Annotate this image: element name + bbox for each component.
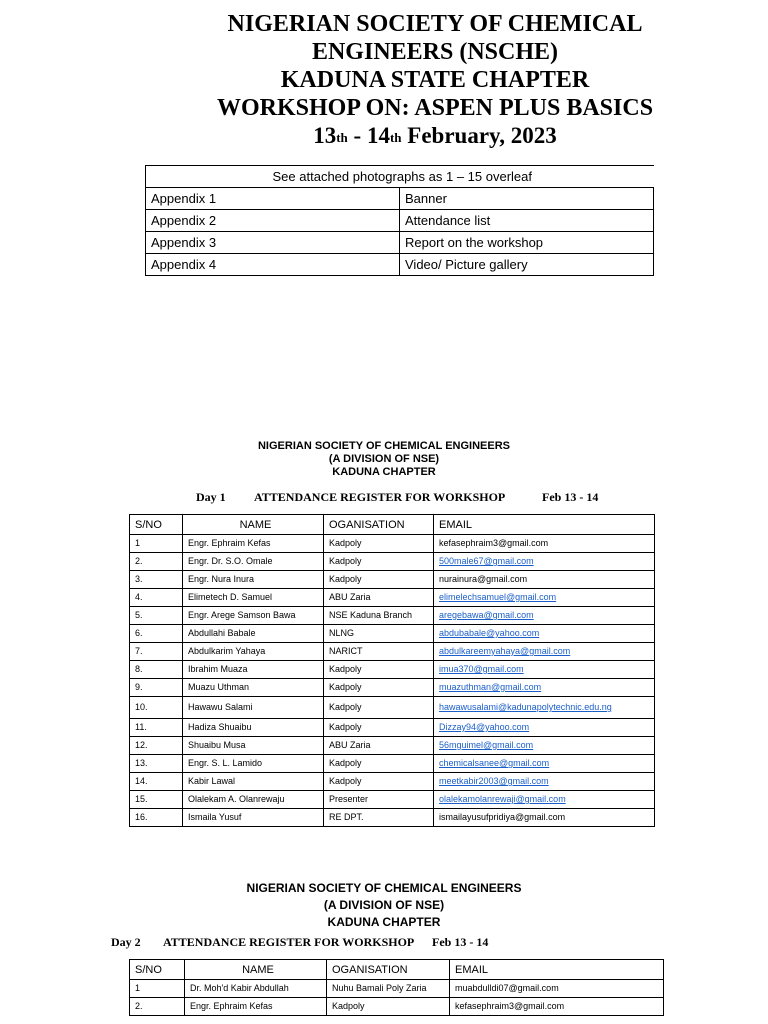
- day2-org-line-2: (A DIVISION OF NSE): [323, 898, 445, 912]
- header-line-1: NIGERIAN SOCIETY OF CHEMICAL: [227, 11, 643, 37]
- table-header-row: [130, 960, 664, 980]
- organisation-cell: Kadpoly: [324, 571, 434, 589]
- organisation-cell: Nuhu Bamali Poly Zaria: [327, 980, 450, 998]
- table-row: [130, 791, 655, 809]
- day1-dates: Feb 13 - 14: [542, 490, 599, 504]
- name-cell: Engr. Ephraim Kefas: [183, 535, 324, 553]
- table-row: [130, 697, 655, 719]
- organisation-cell: NLNG: [324, 625, 434, 643]
- organisation-cell: Kadpoly: [324, 697, 434, 719]
- col-name: NAME: [185, 960, 327, 980]
- organisation-cell: Kadpoly: [324, 773, 434, 791]
- sno-cell: 13.: [130, 755, 183, 773]
- sno-cell: 2.: [130, 553, 183, 571]
- table-row: [130, 571, 655, 589]
- sno-cell: 12.: [130, 737, 183, 755]
- name-cell: Engr. Arege Samson Bawa: [183, 607, 324, 625]
- table-row: [130, 661, 655, 679]
- header-line-3: KADUNA STATE CHAPTER: [280, 67, 590, 93]
- table-header-row: [130, 515, 655, 535]
- day2-register-title: ATTENDANCE REGISTER FOR WORKSHOP: [163, 935, 415, 949]
- email-cell[interactable]: abdubabale@yahoo.com: [434, 625, 655, 643]
- col-email: EMAIL: [434, 515, 655, 535]
- day1-attendance-table: [129, 514, 655, 827]
- organisation-cell: NSE Kaduna Branch: [324, 607, 434, 625]
- col-organisation: OGANISATION: [327, 960, 450, 980]
- col-organisation: OGANISATION: [324, 515, 434, 535]
- email-cell: kefasephraim3@gmail.com: [450, 998, 664, 1016]
- sno-cell: 10.: [130, 697, 183, 719]
- table-row: [130, 643, 655, 661]
- appendix-label: Appendix 4: [146, 254, 400, 276]
- organisation-cell: Presenter: [324, 791, 434, 809]
- appendix-label: Appendix 3: [146, 232, 400, 254]
- sno-cell: 1: [130, 535, 183, 553]
- name-cell: Engr. Ephraim Kefas: [185, 998, 327, 1016]
- day1-org-line-2: (A DIVISION OF NSE): [328, 453, 440, 465]
- appendix-value: Attendance list: [400, 210, 654, 232]
- email-cell[interactable]: olalekamolanrewaji@gmail.com: [434, 791, 655, 809]
- email-cell: kefasephraim3@gmail.com: [434, 535, 655, 553]
- email-cell[interactable]: Dizzay94@yahoo.com: [434, 719, 655, 737]
- organisation-cell: Kadpoly: [324, 755, 434, 773]
- table-row: [130, 719, 655, 737]
- day2-org-line-3: KADUNA CHAPTER: [327, 915, 441, 929]
- appendix-value: Banner: [400, 188, 654, 210]
- sno-cell: 5.: [130, 607, 183, 625]
- organisation-cell: Kadpoly: [324, 553, 434, 571]
- day2-dates: Feb 13 - 14: [432, 935, 489, 949]
- day2-label: Day 2: [111, 935, 141, 949]
- name-cell: Hawawu Salami: [183, 697, 324, 719]
- name-cell: Engr. Dr. S.O. Omale: [183, 553, 324, 571]
- sno-cell: 7.: [130, 643, 183, 661]
- col-email: EMAIL: [450, 960, 664, 980]
- name-cell: Olalekam A. Olanrewaju: [183, 791, 324, 809]
- organisation-cell: RE DPT.: [324, 809, 434, 827]
- day1-org-heading: [0, 440, 768, 479]
- sno-cell: 16.: [130, 809, 183, 827]
- table-row: [130, 737, 655, 755]
- sno-cell: 11.: [130, 719, 183, 737]
- appendix-label: Appendix 2: [146, 210, 400, 232]
- appendix-row: [146, 210, 654, 232]
- sno-cell: 4.: [130, 589, 183, 607]
- appendix-value: Report on the workshop: [400, 232, 654, 254]
- name-cell: Engr. S. L. Lamido: [183, 755, 324, 773]
- organisation-cell: Kadpoly: [324, 679, 434, 697]
- appendix-row: [146, 188, 654, 210]
- appendix-row: [146, 254, 654, 276]
- email-cell[interactable]: 500male67@gmail.com: [434, 553, 655, 571]
- appendix-note-row: [146, 166, 654, 188]
- day1-org-line-3: KADUNA CHAPTER: [332, 466, 436, 478]
- name-cell: Engr. Nura Inura: [183, 571, 324, 589]
- table-row: [130, 625, 655, 643]
- organisation-cell: NARICT: [324, 643, 434, 661]
- table-row: [130, 535, 655, 553]
- email-cell: nurainura@gmail.com: [434, 571, 655, 589]
- sno-cell: 8.: [130, 661, 183, 679]
- name-cell: Elimetech D. Samuel: [183, 589, 324, 607]
- email-cell[interactable]: aregebawa@gmail.com: [434, 607, 655, 625]
- sno-cell: 1: [130, 980, 185, 998]
- header-line-2: ENGINEERS (NSCHE): [311, 39, 559, 65]
- appendix-table: [145, 165, 654, 276]
- email-cell[interactable]: 56mguimel@gmail.com: [434, 737, 655, 755]
- name-cell: Muazu Uthman: [183, 679, 324, 697]
- sno-cell: 3.: [130, 571, 183, 589]
- name-cell: Kabir Lawal: [183, 773, 324, 791]
- organisation-cell: ABU Zaria: [324, 589, 434, 607]
- appendix-label: Appendix 1: [146, 188, 400, 210]
- email-cell[interactable]: abdulkareemyahaya@gmail.com: [434, 643, 655, 661]
- email-cell[interactable]: imua370@gmail.com: [434, 661, 655, 679]
- name-cell: Abdullahi Babale: [183, 625, 324, 643]
- organisation-cell: ABU Zaria: [324, 737, 434, 755]
- organisation-cell: Kadpoly: [324, 661, 434, 679]
- appendix-row: [146, 232, 654, 254]
- header-line-4: WORKSHOP ON: ASPEN PLUS BASICS: [216, 95, 654, 121]
- table-row: [130, 980, 664, 998]
- table-row: [130, 773, 655, 791]
- sno-cell: 15.: [130, 791, 183, 809]
- name-cell: Ibrahim Muaza: [183, 661, 324, 679]
- name-cell: Dr. Moh'd Kabir Abdullah: [185, 980, 327, 998]
- col-sno: S/NO: [130, 960, 185, 980]
- email-cell: muabdulldi07@gmail.com: [450, 980, 664, 998]
- day2-org-line-1: NIGERIAN SOCIETY OF CHEMICAL ENGINEERS: [246, 881, 522, 895]
- organisation-cell: Kadpoly: [327, 998, 450, 1016]
- document-header: [0, 10, 768, 150]
- table-row: [130, 607, 655, 625]
- appendix-value: Video/ Picture gallery: [400, 254, 654, 276]
- email-cell: ismailayusufpridiya@gmail.com: [434, 809, 655, 827]
- name-cell: Ismaila Yusuf: [183, 809, 324, 827]
- day1-label: Day 1: [196, 490, 226, 504]
- appendix-note: See attached photographs as 1 – 15 overleaf: [146, 166, 654, 188]
- table-row: [130, 755, 655, 773]
- organisation-cell: Kadpoly: [324, 535, 434, 553]
- organisation-cell: Kadpoly: [324, 719, 434, 737]
- email-cell[interactable]: muazuthman@gmail.com: [434, 679, 655, 697]
- email-cell[interactable]: hawawusalami@kadunapolytechnic.edu.ng: [434, 697, 655, 719]
- col-name: NAME: [183, 515, 324, 535]
- email-cell[interactable]: meetkabir2003@gmail.com: [434, 773, 655, 791]
- day1-org-line-1: NIGERIAN SOCIETY OF CHEMICAL ENGINEERS: [257, 440, 510, 452]
- sno-cell: 6.: [130, 625, 183, 643]
- col-sno: S/NO: [130, 515, 183, 535]
- sno-cell: 2.: [130, 998, 185, 1016]
- sno-cell: 14.: [130, 773, 183, 791]
- day1-register-title: ATTENDANCE REGISTER FOR WORKSHOP: [254, 490, 506, 504]
- name-cell: Hadiza Shuaibu: [183, 719, 324, 737]
- table-row: [130, 809, 655, 827]
- email-cell[interactable]: chemicalsanee@gmail.com: [434, 755, 655, 773]
- table-row: [130, 679, 655, 697]
- table-row: [130, 998, 664, 1016]
- table-row: [130, 589, 655, 607]
- day2-org-heading: [0, 880, 768, 931]
- name-cell: Abdulkarim Yahaya: [183, 643, 324, 661]
- name-cell: Shuaibu Musa: [183, 737, 324, 755]
- sno-cell: 9.: [130, 679, 183, 697]
- day2-attendance-table: [129, 959, 664, 1016]
- table-row: [130, 553, 655, 571]
- header-dates: 13th - 14th February, 2023: [313, 123, 557, 148]
- email-cell[interactable]: elimelechsamuel@gmail.com: [434, 589, 655, 607]
